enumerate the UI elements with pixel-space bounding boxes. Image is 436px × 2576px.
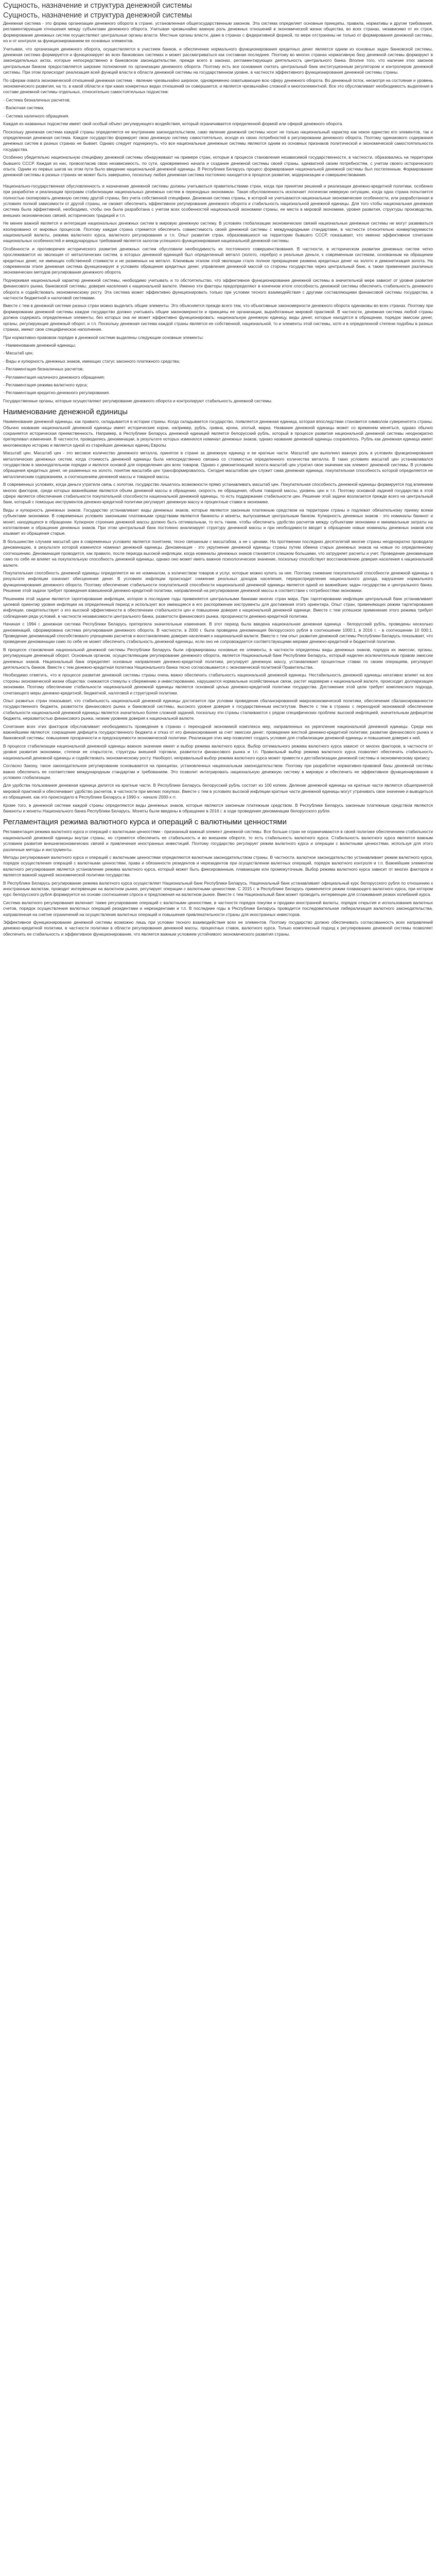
paragraph: Особенно убедительно национальную специфику денежной системы обнаруживают на примере стран, которые в процессе становления независимой государственности, в частности, образовались на территории бывшего СССР. Каждая из них, провозгласив свою независимость, по сути, одновременно начала и создание денежной системы своей страны, адекватной своим потребностям, с учетом своего исторического опыта. Одним из первых шагов на этом пути было введение национальной денежной единицы. В Республике Беларусь процесс формирования национальной денежной системы был постепенным. Формирование денежной системы в разных странах не может быть завершено, поскольку любая денежная система постоянно находится в процессе развития, модернизации и совершенствования. [3,155,433,178]
paragraph: Особенности и противоречия исторического развития денежных систем обусловили необходимость их постоянного совершенствования. В частности, в историческом развитии денежных систем четко прослеживается их эволюция от металлических систем, в которых денежной единицей был определенный металл (золото, серебро) и реальные деньги, к современным системам, основанным на обращении кредитных денег, не имеющих собственной стоимости и не разменных на металл. Ключевым этапом этой эволюции стало полное прекращение размена кредитных денег на золото и демонетизация золота. На современном этапе денежная система функционирует в условиях обращения кредитных денег, управления денежной массой со стороны государства через центральный банк, а также применения различных экономических методов регулирования денежного оборота. [3,246,433,275]
paragraph: По сферам охвата экономической отношений денежная система - явление чрезвычайно широкое, одновременно охватывающее всю сферу денежного оборота. Во денежный поток, несмотря на состояние и уровень экономического развития, на то, в какой области и при каких конкретных видах отношений он совершается, и является чрезвычайно сложной и многоэлементной. Все это обусловливает необходимость выделения в составе денежной системы отдельных, относительно самостоятельных подсистем: [3,77,433,95]
paragraph: В Республике Беларусь регулирование режима валютного курса осуществляет Национальный банк Республики Беларусь. Национальный банк устанавливает официальный курс белорусского рубля по отношению к иностранным валютам, проводит интервенции на валютном рынке, регулирует операции с валютными ценностями. С 2015 г. в Республике Беларусь применяется режим плавающего валютного курса, при котором курс белорусского рубля формируется на основе соотношения спроса и предложения на валютном рынке. Вместе с тем Национальный банк может проводить интервенции для сглаживания резких колебаний курса. [3,880,433,897]
paragraph: Опыт развитых стран показывает, что стабильность национальной денежной единицы достигается при условии проведения сбалансированной макроэкономической политики, обеспечения сбалансированности государственного бюджета, развитости финансового рынка и банковской системы, высокого уровня доверия к государственным институтам. Вместе с тем в странах с переходной экономикой обеспечение стабильности национальной денежной единицы является значительно более сложной задачей, поскольку эти страны сталкиваются с рядом специфических проблем: высокой инфляцией, значительным дефицитом бюджета, неразвитостью финансового рынка, низким уровнем доверия к национальной валюте. [3,698,433,721]
paragraph: - Валютная система; [3,105,44,111]
paragraph: При нормативно-правовом порядке в денежной системе выделены следующие основные элементы: [3,334,204,340]
section-currency-unit [3,419,433,814]
paragraph: Государственные органы, которые осуществляют регулирование денежного оборота и контролируют стабильность денежной системы. [3,398,273,403]
paragraph: Поскольку денежная система каждой страны определяется ее внутренним законодательством, само явление денежной системы носит не только национальный характер как некое единство его элементов, так и определенная денежная система. Каждое государство формирует свою денежную систему самостоятельно, исходя из своих потребностей в регулировании денежного оборота. Поэтому одинакового содержания денежных систем в разных странах не бывает. Однако следует подчеркнуть, что все национальные денежные системы являются одним из основных признаков политической и экономической самостоятельности государства. [3,129,433,152]
document [0,0,436,937]
paragraph: Для удобства пользования денежная единица делится на кратные части. В Республике Беларусь белорусский рубль состоит из 100 копеек. Деление денежной единицы на кратные части является общепринятой мировой практикой и обеспечивает удобство расчетов, в частности при мелких покупках. Вместе с тем в условиях высокой инфляции кратные части денежной единицы могут утрачивать свое значение и выводиться из обращения, как это происходило в Республике Беларусь в 1990-х - начале 2000-х гг. [3,783,433,800]
paragraph: Подчеркивая национальный характер денежной системы, необходимо учитывать и то обстоятельство, что эффективное функционирование денежной системы в значительной мере зависит от уровня развития финансового рынка, банковской системы, доверия населения к национальной валюте. Именно эти факторы предопределяют в конечном итоге способность денежной системы обеспечить стабильность денежного оборота и содействовать экономическому росту. Эта система может эффективно функционировать только при условии тесного взаимодействия с другими составляющими финансовой системы государства, в частности бюджетной и налоговой системами. [3,277,433,301]
paragraph: Решением этой задачи является таргетирование инфляции, которое в последние годы применяется центральными банками многих стран мира. При таргетировании инфляции центральный банк устанавливает целевой ориентир уровня инфляции на определенный период и использует все имеющиеся в его распоряжении инструменты для достижения этого ориентира. Опыт стран, применяющих режим таргетирования инфляции, свидетельствует о его высокой эффективности в обеспечении стабильности цен и повышении доверия к национальной денежной единице. Вместе с тем успешное применение этого режима требует соблюдения ряда условий, в частности независимости центрального банка, развитости финансового рынка, прозрачности денежно-кредитной политики. [3,596,433,619]
section-intro [3,21,433,178]
paragraph: Национально-государственная обусловленность и назначение денежной системы должны учитываться правительствами стран, когда при принятии решений и реализации денежно-кредитной политики, особенно при разработке и реализации программ стабилизации национальных денежных систем в переходных экономиках. Такая обусловленность исключает логически неверную ситуацию, когда одна страна попытается полностью скопировать денежную систему другой страны, без учета собственной специфики. Денежная система страны, в которой не учитываются национальные экономические особенности, или разработанная в условиях полной зависимости от другой страны, не сможет обеспечить эффективное регулирование денежного оборота и стабильность национальной денежной единицы. Для того чтобы национальная денежная система была эффективной, необходимо, чтобы она была разработана с учетом всех особенностей национальной экономики страны, ее места в мировой экономике, уровня развития, структуры производства, внешних экономических связей, исторических традиций и т.п. [3,183,433,218]
paragraph: В процессе становления национальной денежной системы Республики Беларусь были сформированы основные ее элементы, в частности определены виды денежных знаков, порядок их эмиссии, органы, регулирующие денежный оборот. Основным органом, осуществляющим регулирование денежного оборота, является Национальный банк Республики Беларусь, который наделен исключительным правом эмиссии денежных знаков. Национальный банк определяет основные направления денежно-кредитной политики, регулирует денежную массу, устанавливает процентные ставки по своим операциям, регулирует деятельность банков. Вместе с тем денежно-кредитная политика Национального банка тесно согласовывается с экономической политикой Правительства. [3,647,433,670]
section-heading-exchange-regime: Регламентация режима валютного курса и операций с валютными ценностями [3,818,287,827]
page-title: Сущность, назначение и структура денежной системы [3,2,192,10]
paragraph: Наименование денежной единицы, как правило, складывается в истории страны. Когда складывается государство, появляется денежная единица, которая впоследствии становится символом суверенитета страны. Обычно название национальной денежной единицы имеет исторические корни, например, рубль, гривна, крона, злотый, марка. Название денежной единицы может со временем меняться, однако обычно сохраняется историческая преемственность. Например, в Республике Беларусь денежной единицей является белорусский рубль, который в процессе развития национальной денежной системы неоднократно претерпевал изменения. В частности, проводились деноминации, в результате которых изменялся номинал денежных знаков, однако название денежной единицы сохранялось. Рубль как денежная единица имеет многовековую историю и является одной из старейших денежных единиц Европы. [3,419,433,448]
paragraph: - Наименование денежной единицы; [3,342,76,348]
section-heading-currency-unit: Наименование денежной единицы [3,408,128,417]
paragraph: Методы регулирования валютного курса и операций с валютными ценностями определяются валютным законодательством страны. В частности, валютное законодательство устанавливает режим валютного курса, порядок осуществления операций с валютными ценностями, права и обязанности резидентов и нерезидентов при осуществлении валютных операций, порядок валютного контроля и т.п. Важнейшим элементом валютного регулирования является установление режима валютного курса, который может быть фиксированным, плавающим или промежуточным. Выбор режима валютного курса зависит от многих факторов и является важной задачей экономической политики государства. [3,854,433,878]
paragraph: Не менее важной является и интеграция национальных денежных систем в мировую денежную систему. В условиях глобализации экономических связей национальные денежные системы не могут развиваться изолированно от мировых процессов. Поэтому каждая страна стремится обеспечить совместимость своей денежной системы с международными стандартами, в частности относительно конвертируемости национальной валюты, режима валютного курса, валютного регулирования и т.п. Опыт развития стран, образовавшихся на территории бывшего СССР, показывает, что именно эффективное сочетание национальных особенностей и международных требований является залогом успешного функционирования национальной денежной системы. [3,221,433,244]
paragraph: Каждая из названных подсистем имеет свой особый объект регулирующего воздействия, который ограничивается определенной формой или сферой денежного оборота. [3,121,343,127]
paragraph: В большинстве случаев масштаб цен в современных условиях является понятием, тесно связанным с масштабом, а не с ценами. На протяжении последних десятилетий многие страны неоднократно проводили деноминацию, в результате которой изменялся номинал денежной единицы. Деноминация - это укрупнение денежной единицы страны путем обмена старых денежных знаков на новые по определенному соотношению. Деноминация проводится, как правило, после периода высокой инфляции, когда номиналы денежных знаков становятся слишком большими, что затрудняет расчеты и учет. Проведение деноминации само по себе не влияет на покупательную способность денежной единицы, однако оно может иметь важное психологическое значение, поскольку способствует восстановлению доверия населения к национальной валюте. [3,538,433,568]
paragraph: - Система безналичных расчетов; [3,97,71,103]
paragraph: Согласно Закону, такое законодательное регулирование основывается на принципах, установленных национальным законодательством. Поэтому при разработке нормативно-правовой базы денежной системы важно обеспечить ее соответствие международным стандартам и требованиям. Это позволит интегрировать национальную денежную систему в мировую и обеспечить ее эффективное функционирование в условиях глобализации. [3,763,433,780]
paragraph: - Регламентация режима валютного курса; [3,382,88,387]
paragraph: - Регламентация наличного денежного обращения; [3,374,105,380]
paragraph: Вместе с тем в денежной системе разных стран можно выделить общие элементы. Это объясняется прежде всего тем, что объективные закономерности денежного оборота одинаковы во всех странах. Поэтому при формировании денежной системы каждое государство должно учитывать общие закономерности и принципы ее организации, выработанные мировой практикой. В частности, денежная система любой страны должна содержать определенные элементы, без которых она не может эффективно функционировать: национальную денежную единицу, виды денег, которые находятся в обращении, порядок эмиссии денег, органы, регулирующие денежный оборот, и т.п. Поскольку денежная система каждой страны является ее собственной, национальной, то и элементы этой системы, хотя и в определенной степени подобны в разных странах, имеют свое специфическое наполнение. [3,303,433,332]
paragraph: Эффективное функционирование денежной системы возможно лишь при условии тесного взаимодействия всех ее элементов. Поэтому государство должно обеспечивать согласованность всех направлений денежно-кредитной политики, в частности политики в области регулирования денежной массы, процентных ставок, валютного курса. Только комплексный подход к регулированию денежной системы позволяет обеспечить ее стабильность и эффективное функционирование, что является важным условием устойчивого экономического развития страны. [3,920,433,937]
paragraph: - Регламентация кредитно-денежного регулирования. [3,390,110,396]
paragraph: Учитывая, что организация денежного оборота, осуществляется в участием банков, и обеспечение нормального функционирования кредитных денег является одним из основных задач банковской системы, денежная система формируется и функционирует во всех банковских системах и может рассматриваться как составная последнее. Поэтому во многих странах нормативную базу денежной системы формируют в законодательных актах, которые непосредственно в банковском законодательстве, прежде всего в законах, регламентирующих деятельность центрального банка. Вполне того, что наличие этих законов центральным банком предоставляется широкие полномочия по организации денежного оборота. Поэтому есть все основания считать центральный банк институционным регулятором и контролером денежной системы. При этом происходит реализация всей функций власти в области денежной системы на государственном уровне, в частности эффективного функционирования денежной системы страны. [3,46,433,75]
paragraph: Денежная система - это форма организации денежного оборота в стране, установленная общегосударственным законом. Эта система определяет основные принципы, правила, нормативы и другие требования, регламентирующие отношения между субъектами денежного оборота. Учитывая чрезвычайно важную роль денежных отношений в экономической жизни общества, во всех странах, независимо от их строя, формирование денежных систем осуществляют центральные органы власти. Местные органы власти, даже в странах с федеративной формой, по мере отстранены не только от формирования денежной системы, но и от контроля за функционированием ее основных элементов. [3,21,433,44]
page-subtitle: Сущность, назначение и структура денежной системы [3,11,192,20]
paragraph: Виды и купюрность денежных знаков. Государство устанавливает виды денежных знаков, которые являются законным платежным средством на территории страны и подлежат обязательному приему всеми субъектами экономики. В современных условиях законными платежными средствами являются банкноты и монеты, выпускаемые центральным банком. Купюрность денежных знаков - это номиналы банкнот и монет, находящихся в обращении. Купюрное строение денежной массы должно быть оптимальным, то есть таким, чтобы обеспечить удобство расчетов между субъектами экономики и минимальные затраты на изготовление и обращение денежных знаков. При этом центральный банк постоянно анализирует структуру денежной массы и при необходимости вводит в обращение новые номиналы денежных знаков или изымает из обращения старые. [3,507,433,536]
paragraph: В современных условиях, когда деньги утратили связь с золотом, государство лишилось возможности прямо устанавливать масштаб цен. Покупательная способность денежной единицы формируется под влиянием многих факторов, среди которых важнейшими являются объем денежной массы в обращении, скорость ее обращения, объем товарной массы, уровень цен и т.п. Поэтому основной задачей государства в этой сфере является обеспечение стабильности покупательной способности национальной денежной единицы, то есть поддержание стабильности цен. Решение этой задачи возлагается прежде всего на центральный банк, который с помощью инструментов денежно-кредитной политики регулирует денежную массу и процентные ставки в экономике. [3,482,433,505]
section-exchange-regime [3,829,433,937]
paragraph: Система валютного регулирования включает также регулирование операций с валютными ценностями, в частности порядок покупки и продажи иностранной валюты, порядок открытия и использования валютных счетов, порядок осуществления валютных операций резидентами и нерезидентами и т.п. В последние годы в Республике Беларусь проводится последовательная либерализация валютного законодательства, направленная на снятие ограничений на осуществление валютных операций и повышение привлекательности страны для иностранных инвесторов. [3,900,433,917]
paragraph: Начиная с 1994 г. денежная система Республики Беларусь претерпела значительные изменения. В этот период была введена национальная денежная единица - белорусский рубль, проведены несколько деноминаций, сформирована система регулирования денежного оборота. В частности, в 2000 г. была проведена деноминация белорусского рубля в соотношении 1000:1, в 2016 г. - в соотношении 10 000:1. Проведение деноминаций способствовало упрощению расчетов и восстановлению доверия населения к национальной валюте. Вместе с тем опыт развития денежной системы Республики Беларусь показывает, что проведение деноминации само по себе не может обеспечить стабильность денежной единицы, если оно не сопровождается соответствующими мерами денежно-кредитной и бюджетной политики. [3,621,433,645]
paragraph: - Масштаб цен; [3,350,34,356]
paragraph: В процессе стабилизации национальной денежной единицы важное значение имеет и выбор режима валютного курса. Выбор оптимального режима валютного курса зависит от многих факторов, в частности от уровня развития экономики, степени ее открытости, структуры внешней торговли, развитости финансового рынка и т.п. Правильный выбор режима валютного курса позволяет обеспечить стабильность национальной денежной единицы и содействовать экономическому росту. Наоборот, неправильный выбор режима валютного курса может привести к дестабилизации денежной системы и экономическому кризису. [3,743,433,760]
paragraph: - Регламентация безналичных расчетов; [3,366,84,372]
paragraph: Сочетание всех этих факторов обусловливает необходимость проведения в странах с переходной экономикой комплекса мер, направленных на укрепление национальной денежной единицы. Среди них важнейшими являются: сокращение дефицита государственного бюджета и отказ от его финансирования за счет эмиссии денег; проведение жесткой денежно-кредитной политики; развитие финансового рынка и банковской системы; повышение прозрачности и предсказуемости экономической политики. Реализация этих мер позволяет создать условия для стабилизации денежной единицы и повышения доверия к ней. [3,723,433,741]
section-structure [3,183,433,404]
paragraph: Кроме того, в денежной системе каждой страны определяются виды денежных знаков, которые являются законным платежным средством. В Республике Беларусь законным платежным средством являются банкноты и монеты Национального банка Республики Беларусь. Монеты были введены в обращение в 2016 г. в ходе проведения деноминации белорусского рубля. [3,802,433,814]
paragraph: - Система наличного обращения. [3,113,69,118]
paragraph: Масштаб цен. Масштаб цен - это весовое количество денежного металла, принятое в стране за денежную единицу и ее кратные части. Масштаб цен выполнял важную роль в условиях функционирования металлических денежных систем, когда стоимость денежной единицы была непосредственно связана со стоимостью определенного количества металла. В таких условиях масштаб цен устанавливался государством в законодательном порядке и являлся основой для определения цен всех товаров. Однако с демонетизацией золота масштаб цен утратил свое значение как элемент денежной системы. В условиях обращения кредитных денег, не разменных на золото, понятие масштаба цен трансформировалось. Сегодня масштабом цен служит сама денежная единица, покупательная способность которой определяется не металлическим содержанием, а соотношением денежной массы и товарной массы. [3,450,433,479]
paragraph: Покупательная способность денежной единицы определяется не ее номиналом, а количеством товаров и услуг, которые можно купить за нее. Поэтому снижение покупательной способности денежной единицы в результате инфляции означает обесценение денег. В условиях инфляции происходит снижение реальных доходов населения, перераспределение национального дохода, нарушение нормального функционирования денежного оборота. Поэтому обеспечение стабильности покупательной способности национальной денежной единицы является одной из важнейших задач государства и центрального банка. Решение этой задачи требует проведения взвешенной денежно-кредитной политики, направленной на регулирование денежной массы в соответствии с потребностями экономики. [3,570,433,594]
paragraph: Регламентация режима валютного курса и операций с валютными ценностями - признанный важный элемент денежной системы. Все больше стран не ограничиваются в своей политике обеспечением стабильности национальной денежной единицы внутри страны, но стремятся обеспечить ее стабильность и во внешнем обороте, то есть стабильность валютного курса. Стабильность валютного курса является важным условием развития внешнеэкономических связей и привлечения иностранных инвестиций. Поэтому государство регулирует режим валютного курса и операции с валютными ценностями, используя для этого различные методы и инструменты. [3,829,433,852]
paragraph: - Виды и купюрность денежных знаков, имеющих статус законного платежного средства; [3,358,180,364]
paragraph: Необходимо отметить, что в процессе развития денежной системы страны очень важно обеспечить стабильность национальной денежной единицы. Нестабильность денежной единицы негативно влияет на все стороны экономической жизни общества: снижаются стимулы к сбережению и инвестированию, нарушаются нормальные хозяйственные связи, растет недоверие к национальной валюте, происходит долларизация экономики. Поэтому обеспечение стабильности национальной денежной единицы является основной целью денежно-кредитной политики государства. Достижение этой цели требует комплексного подхода, сочетающего меры денежно-кредитной, бюджетной, налоговой и структурной политики. [3,672,433,696]
